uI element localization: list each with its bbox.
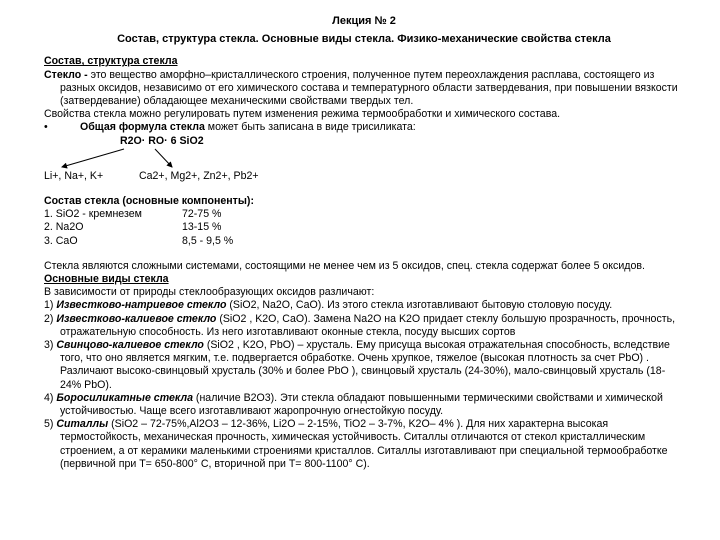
lecture-subtitle: Состав, структура стекла. Основные виды стекла. Физико-механические свойства стекла [117, 33, 611, 46]
composition-note: Стекла являются сложными системами, состоящими не менее чем из 5 оксидов, спец. стекла содержат более 5 оксидов. [44, 259, 645, 272]
section-heading-structure: Состав, структура стекла [44, 55, 178, 68]
general-formula: R2O· RO· 6 SiO2 [120, 134, 204, 147]
glass-type-name: Свинцово-калиевое стекло [56, 339, 204, 352]
glass-type-item: 3) Свинцово-калиевое стекло (SiO2 , K2O, PbO) – хрусталь. Ему присуща высокая отражательная способность, вследствие того, что оно является мягким, т.е. подвергается обработке. Очень хрупкое, тяжелое (высокая плотность за счет PbO) . Различают высоко-свинцовый хрусталь (30% и более PbO ), свинцовый хрусталь (24-30%), мало-свинцовый хрусталь (18-24% PbO). [44, 339, 670, 391]
glass-type-item: 4) Боросиликатные стекла (наличие B2O3). Эти стекла обладают повышенными термическими свойствами и химической устойчивостью. Чаще всего изготавливают жаропрочную огнестойкую посуду. [44, 391, 663, 418]
types-intro: В зависимости от природы стеклообразующих оксидов различают: [44, 286, 375, 299]
document-page [44, 15, 684, 471]
glass-definition [44, 69, 684, 109]
glass-type-item: 5) Ситаллы (SiO2 – 72-75%,Al2O3 – 12-36%, Li2O – 2-15%, TiO2 – 3-7%, K2O– 4% ). Для них характерна высокая термостойкость, механическая прочность, химическая устойчивость. Ситаллы отличаются от стекол кристаллическим строением, а от керамики маленькими строениями кристаллов. Ситаллы изготавливают при специальной термообработке (первичной при T= 650-800° C, вторичной при T= 800-1100° C). [44, 418, 668, 470]
section-heading-types: Основные виды стекла [44, 273, 169, 286]
formula-text: может быть записана в виде трисиликата: [204, 121, 416, 134]
formula-label: Общая формула стекла [80, 121, 205, 134]
arrow-left [62, 149, 124, 167]
ions-r2o: Li+, Na+, K+ [44, 169, 104, 182]
formula-description [80, 121, 416, 134]
arrows-svg [44, 148, 684, 170]
glass-definition-text: это вещество аморфно–кристаллического строения, полученное путем переохлаждения расплава, состоящего из разных оксидов, независимо от его химического состава и температурного области затвердевания, при повышении вязкости (затвердевание) обладающее механическими свойствами твердых тел. [60, 68, 678, 108]
bullet-symbol: • [44, 121, 48, 134]
formula-arrows [44, 148, 684, 170]
glass-type-item: 2) Известково-калиевое стекло (SiO2 , K2O, CaO). Замена Na2O на K2O придает стеклу большую прозрачность, прочность, отражательную способность. Из него изготавливают оконные стекла, посуду высших сортов [44, 312, 676, 338]
composition-heading: Состав стекла (основные компоненты): [44, 195, 254, 208]
composition-item: 2. Na2O 13-15 % [44, 221, 222, 234]
glass-term: Стекло - [44, 68, 88, 81]
formula-bullet [44, 121, 684, 134]
ions-ro: Ca2+, Mg2+, Zn2+, Pb2+ [139, 169, 259, 182]
composition-item: 1. SiO2 - кремнезем 72-75 % [44, 208, 222, 221]
lecture-title: Лекция № 2 [332, 15, 396, 27]
composition-item: 3. CaO 8,5 - 9,5 % [44, 234, 234, 247]
properties-paragraph: Свойства стекла можно регулировать путем изменения режима термообработки и химического состава. [44, 108, 561, 121]
glass-type-item: 1) Известково-натриевое стекло (SiO2, Na2O, CaO). Из этого стекла изготавливают бытовую столовую посуду. [44, 299, 613, 312]
glass-type-name: Ситаллы [56, 418, 109, 431]
glass-type-name: Известково-натриевое стекло [56, 299, 227, 312]
glass-type-name: Известково-калиевое стекло [56, 312, 217, 325]
glass-type-name: Боросиликатные стекла [56, 391, 193, 404]
arrow-right [155, 149, 172, 167]
ions-line [44, 170, 684, 183]
